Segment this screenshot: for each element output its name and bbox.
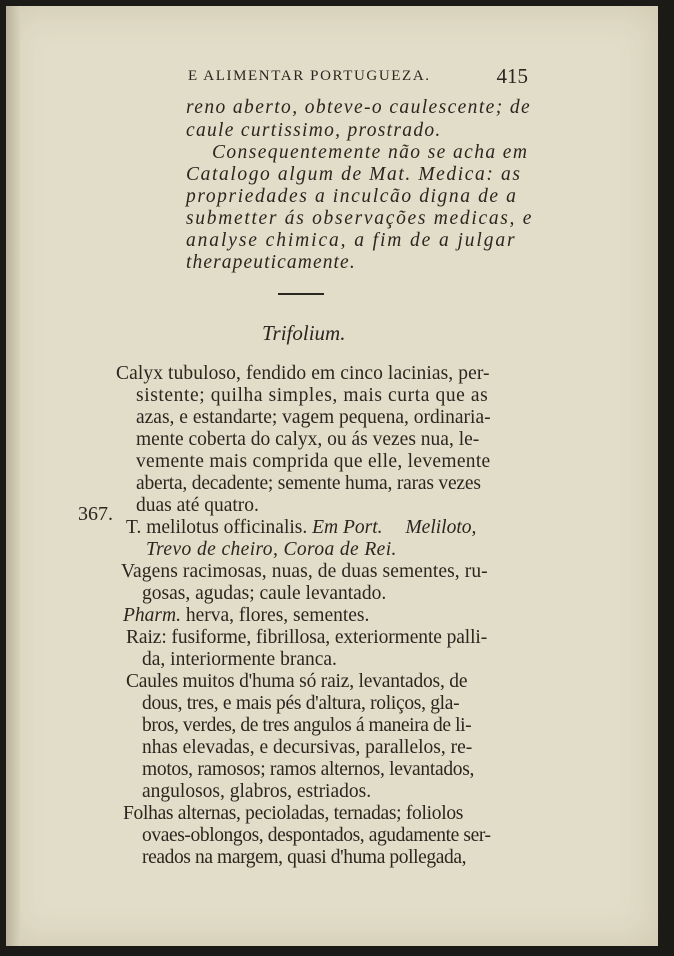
section-divider [278, 293, 324, 295]
species-line: da, interiormente branca. [142, 649, 337, 670]
species-name-line [126, 517, 476, 539]
page-number: 415 [496, 64, 528, 88]
species-line: Caules muitos d'huma só raiz, levantados, de [126, 671, 468, 692]
preamble-line: submetter ás observações medicas, e [186, 208, 534, 229]
preamble-line: analyse chimica, a fim de a julgar [186, 230, 517, 251]
description-line: azas, e estandarte; vagem pequena, ordinaria- [136, 407, 491, 428]
preamble-line: Consequentemente não se acha em [212, 142, 529, 163]
page-gutter-shadow [6, 6, 20, 946]
preamble-line: therapeuticamente. [186, 252, 356, 273]
running-header [188, 66, 538, 90]
species-line: ovaes-oblongos, despontados, agudamente ser- [142, 825, 491, 846]
description-line: sistente; quilha simples, mais curta que as [136, 385, 489, 406]
vernacular-names-line: Trevo de cheiro, Coroa de Rei. [146, 539, 397, 560]
preamble-line: caule curtissimo, prostrado. [186, 120, 442, 141]
species-line: Raiz: fusiforme, fibrillosa, exteriormente palli- [126, 627, 488, 648]
vernacular-intro: Em Port. [312, 517, 383, 538]
running-title: E ALIMENTAR PORTUGUEZA. [188, 68, 431, 84]
species-name: T. melilotus officinalis. [126, 517, 308, 538]
species-line: motos, ramosos; ramos alternos, levantados, [142, 759, 475, 780]
species-line: Vagens racimosas, nuas, de duas sementes, ru- [121, 561, 488, 582]
pharm-line [123, 605, 369, 627]
species-line: reados na margem, quasi d'huma pollegada, [142, 847, 467, 868]
preamble-line: Catalogo algum de Mat. Medica: as [186, 164, 522, 185]
description-line: mente coberta do calyx, ou ás vezes nua, le- [136, 429, 480, 450]
species-line: Folhas alternas, pecioladas, ternadas; foliolos [123, 803, 464, 824]
pharm-label: Pharm. [123, 605, 181, 626]
species-number: 367. [78, 503, 113, 525]
species-line: nhas elevadas, e decursivas, parallelos, re- [142, 737, 473, 758]
preamble-line: reno aberto, obteve-o caulescente; de [186, 97, 532, 118]
description-line: aberta, decadente; semente huma, raras vezes [136, 473, 481, 494]
species-line: angulosos, glabros, estriados. [142, 781, 372, 802]
description-line: vemente mais comprida que elle, levemente [136, 451, 491, 472]
description-line: duas até quatro. [136, 495, 259, 516]
description-line: Calyx tubuloso, fendido em cinco lacinias, per- [116, 363, 490, 384]
section-heading: Trifolium. [262, 321, 346, 345]
species-line: gosas, agudas; caule levantado. [142, 583, 387, 604]
species-line: bros, verdes, de tres angulos á maneira de li- [142, 715, 472, 736]
vernacular-name: Meliloto, [405, 517, 477, 538]
pharm-parts: herva, flores, sementes. [185, 605, 370, 626]
species-line: dous, tres, e mais pés d'altura, roliços, gla- [142, 693, 460, 714]
book-page [6, 6, 658, 946]
preamble-line: propriedades a inculcão digna de a [186, 186, 518, 207]
